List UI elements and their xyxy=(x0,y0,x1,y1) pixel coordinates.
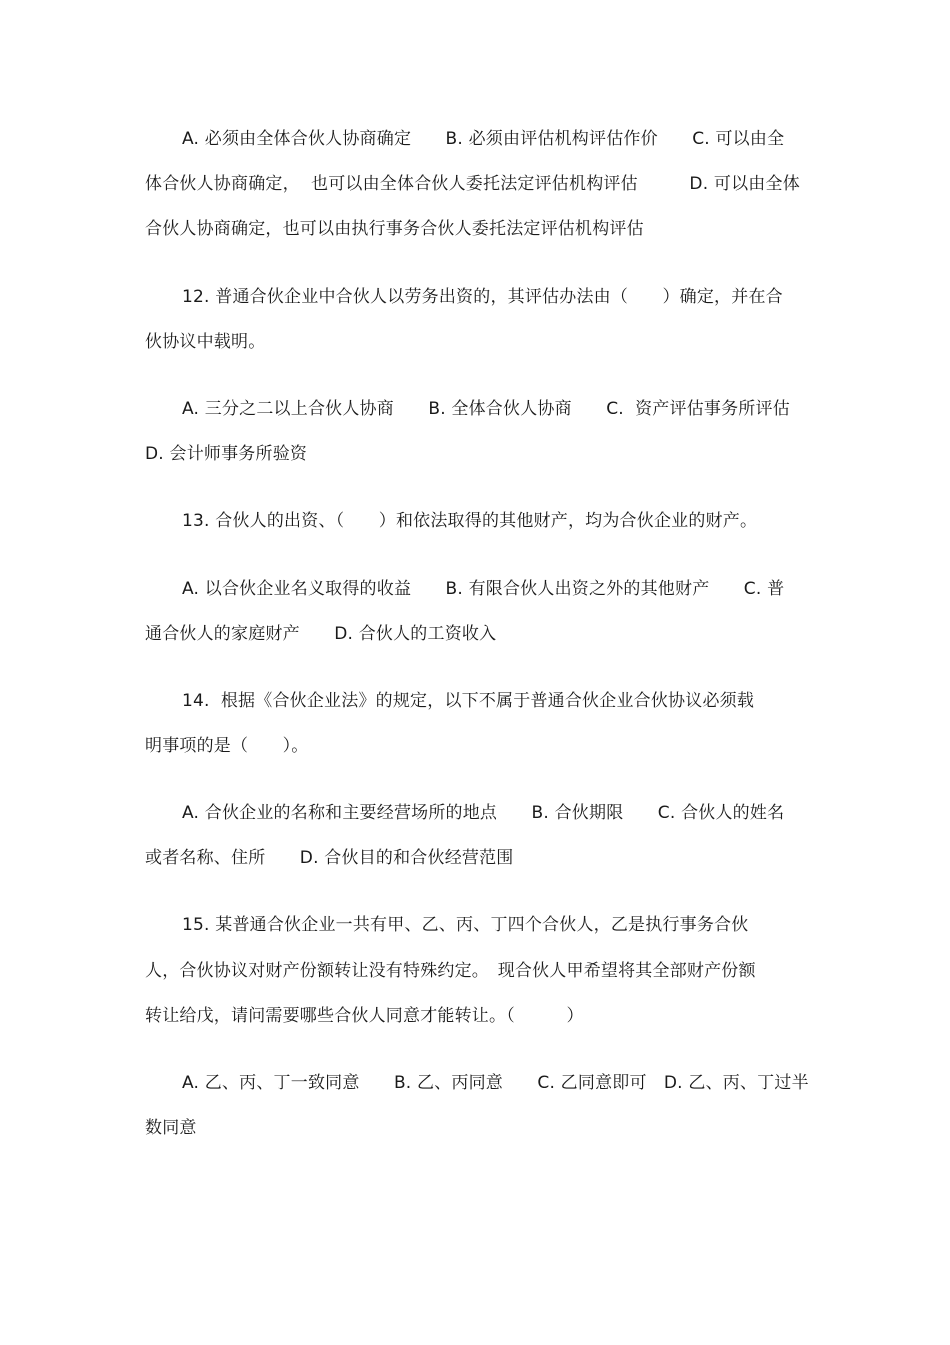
q12-options-line-2: D. 会计师事务所验资 xyxy=(145,444,308,464)
q14-stem-line-2: 明事项的是（ ）。 xyxy=(145,736,309,756)
q14-stem-line-1: 14. 根据《合伙企业法》的规定，以下不属于普通合伙企业合伙协议必须载 xyxy=(182,691,755,711)
q15-stem-line-1: 15. 某普通合伙企业一共有甲、乙、丙、丁四个合伙人，乙是执行事务合伙 xyxy=(182,915,749,935)
q15-options-line-2: 数同意 xyxy=(145,1118,197,1138)
q15-stem-line-3: 转让给戊，请问需要哪些合伙人同意才能转让。（ ） xyxy=(145,1006,584,1026)
q11-options-line-2: 体合伙人协商确定， 也可以由全体合伙人委托法定评估机构评估 D. 可以由全体 xyxy=(145,174,800,194)
q15-options-line-1: A. 乙、丙、丁一致同意 B. 乙、丙同意 C. 乙同意即可 D. 乙、丙、丁过半 xyxy=(182,1073,809,1093)
q12-options-line-1: A. 三分之二以上合伙人协商 B. 全体合伙人协商 C. 资产评估事务所评估 xyxy=(182,399,790,419)
q12-stem-line-2: 伙协议中载明。 xyxy=(145,332,266,352)
q13-options-line-2: 通合伙人的家庭财产 D. 合伙人的工资收入 xyxy=(145,624,497,644)
q14-options-line-1: A. 合伙企业的名称和主要经营场所的地点 B. 合伙期限 C. 合伙人的姓名 xyxy=(182,803,785,823)
q13-stem: 13. 合伙人的出资、（ ）和依法取得的其他财产，均为合伙企业的财产。 xyxy=(182,511,758,531)
q13-options-line-1: A. 以合伙企业名义取得的收益 B. 有限合伙人出资之外的其他财产 C. 普 xyxy=(182,579,785,599)
q14-options-line-2: 或者名称、住所 D. 合伙目的和合伙经营范围 xyxy=(145,848,514,868)
q12-stem-line-1: 12. 普通合伙企业中合伙人以劳务出资的，其评估办法由（ ）确定，并在合 xyxy=(182,287,783,307)
q11-options-line-3: 合伙人协商确定，也可以由执行事务合伙人委托法定评估机构评估 xyxy=(145,219,644,239)
q11-options-line-1: A. 必须由全体合伙人协商确定 B. 必须由评估机构评估作价 C. 可以由全 xyxy=(182,129,785,149)
q15-stem-line-2: 人，合伙协议对财产份额转让没有特殊约定。 现合伙人甲希望将其全部财产份额 xyxy=(145,961,756,981)
